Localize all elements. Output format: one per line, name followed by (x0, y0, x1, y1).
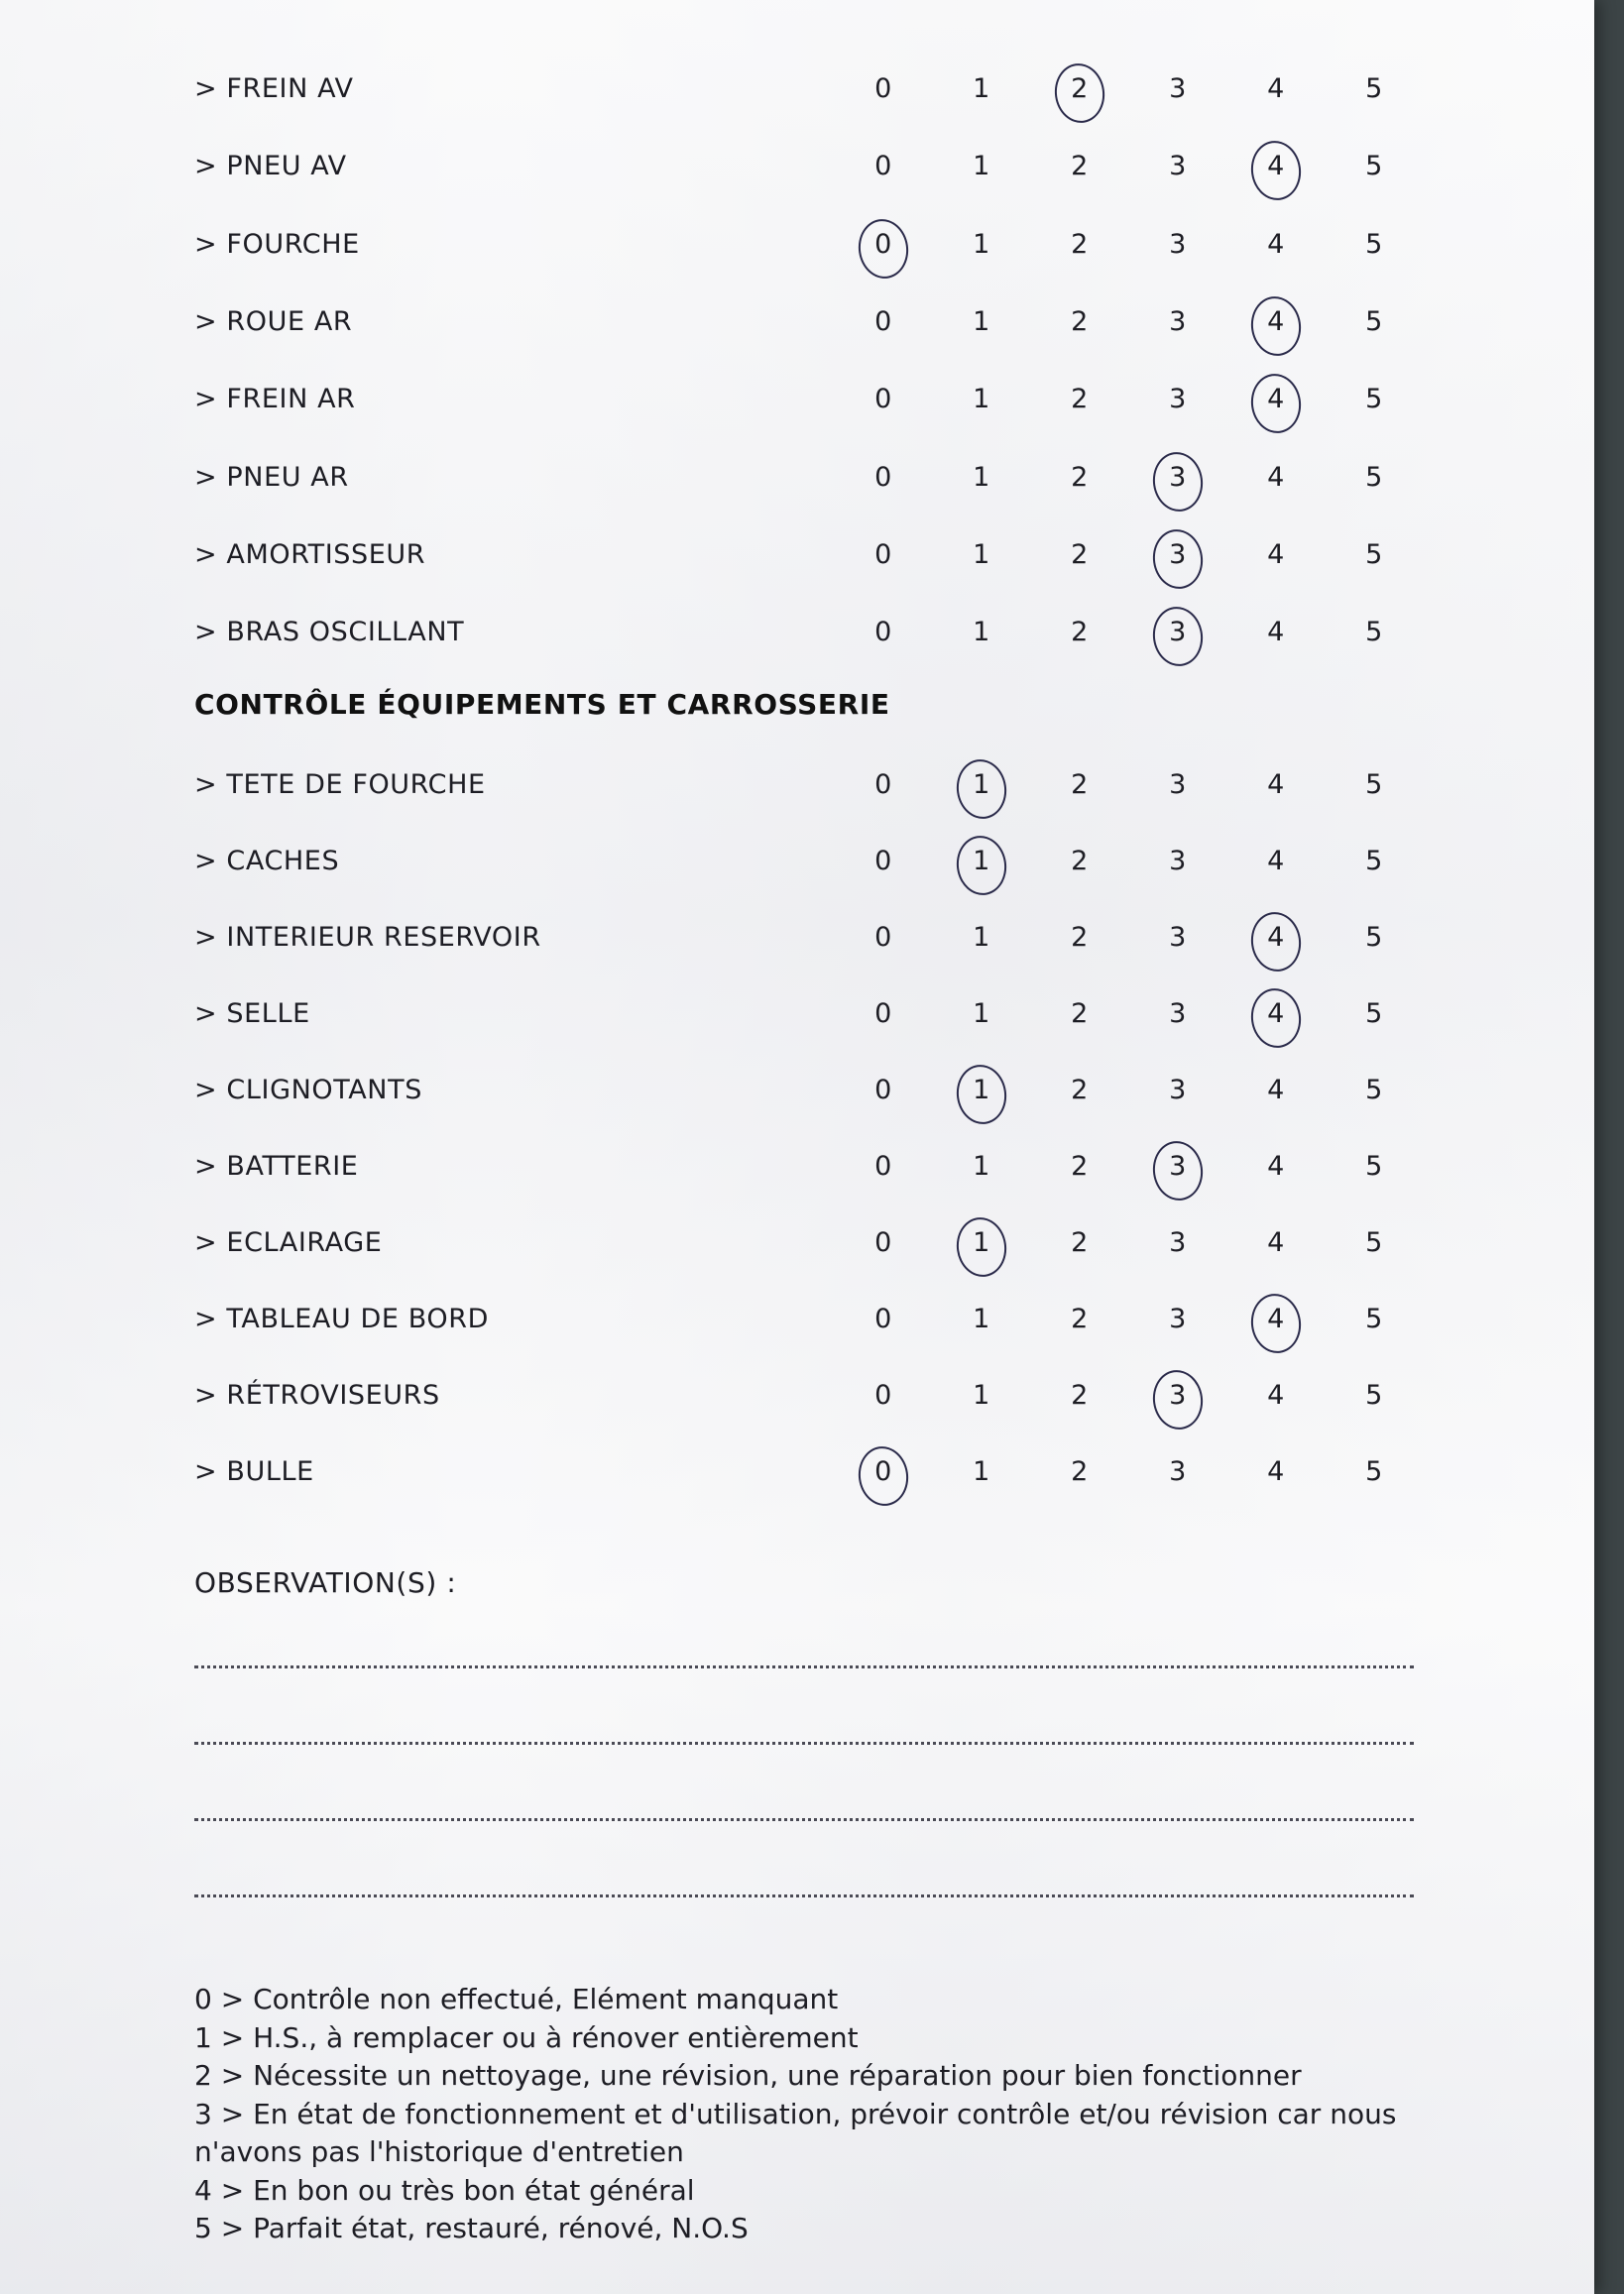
observation-line (194, 1818, 1414, 1821)
rating-row (194, 147, 1414, 186)
rating-row (194, 1300, 1414, 1339)
score-option[interactable]: 2 (1071, 1075, 1089, 1105)
row-label: > CLIGNOTANTS (194, 1075, 422, 1105)
score-option-selected[interactable]: 4 (1261, 1304, 1291, 1334)
score-option[interactable]: 5 (1365, 1304, 1383, 1334)
score-option-selected[interactable]: 3 (1163, 462, 1193, 493)
rating-row (194, 1223, 1414, 1263)
score-option[interactable]: 0 (874, 1304, 892, 1334)
score-option[interactable]: 3 (1169, 1304, 1187, 1334)
score-option[interactable]: 0 (874, 1227, 892, 1258)
score-option[interactable]: 5 (1365, 73, 1383, 104)
score-option[interactable]: 4 (1267, 617, 1285, 648)
row-label: > TABLEAU DE BORD (194, 1304, 489, 1334)
legend-line: 4 > En bon ou très bon état général (194, 2173, 695, 2207)
score-option[interactable]: 2 (1071, 998, 1089, 1029)
score-option[interactable]: 1 (973, 151, 990, 182)
score-option[interactable]: 3 (1169, 151, 1187, 182)
score-option[interactable]: 5 (1365, 384, 1383, 415)
score-option-selected[interactable]: 4 (1261, 151, 1291, 181)
rating-row (194, 918, 1414, 958)
score-option[interactable]: 0 (874, 1380, 892, 1411)
score-option[interactable]: 2 (1071, 1304, 1089, 1334)
score-option[interactable]: 0 (874, 73, 892, 104)
score-option-selected[interactable]: 2 (1065, 73, 1095, 104)
row-label: > FREIN AV (194, 73, 354, 104)
score-option[interactable]: 5 (1365, 1227, 1383, 1258)
score-option-selected[interactable]: 4 (1261, 922, 1291, 953)
score-option[interactable]: 0 (874, 151, 892, 182)
score-option-selected[interactable]: 1 (967, 1075, 996, 1105)
row-label: > ECLAIRAGE (194, 1227, 383, 1258)
score-option[interactable]: 1 (973, 538, 990, 570)
score-option[interactable]: 3 (1169, 228, 1187, 260)
legend-line: 5 > Parfait état, restauré, rénové, N.O.S (194, 2212, 749, 2244)
row-label: > TETE DE FOURCHE (194, 769, 486, 800)
score-option[interactable]: 2 (1071, 538, 1089, 570)
score-option-selected[interactable]: 4 (1261, 384, 1291, 414)
score-option[interactable]: 1 (973, 998, 990, 1029)
score-option[interactable]: 1 (973, 617, 990, 648)
row-label: > SELLE (194, 998, 310, 1029)
score-option[interactable]: 5 (1365, 1151, 1383, 1182)
row-label: > PNEU AR (194, 461, 349, 493)
score-option-selected[interactable]: 1 (967, 1227, 996, 1258)
score-option[interactable]: 4 (1267, 1075, 1285, 1105)
score-option[interactable]: 1 (973, 1151, 990, 1182)
score-option[interactable]: 3 (1169, 998, 1187, 1029)
section-title: CONTRÔLE ÉQUIPEMENTS ET CARROSSERIE (194, 688, 890, 721)
score-option[interactable]: 3 (1169, 305, 1187, 337)
score-option[interactable]: 1 (973, 305, 990, 337)
legend-line: 1 > H.S., à remplacer ou à rénover entièrement (194, 2020, 859, 2054)
score-option[interactable]: 2 (1071, 922, 1089, 953)
score-option[interactable]: 0 (874, 846, 892, 876)
score-option[interactable]: 1 (973, 384, 990, 415)
rating-row (194, 1452, 1414, 1492)
score-option[interactable]: 3 (1169, 846, 1187, 876)
score-option[interactable]: 0 (874, 1075, 892, 1105)
score-option[interactable]: 5 (1365, 228, 1383, 260)
score-option[interactable]: 0 (874, 769, 892, 800)
score-option[interactable]: 4 (1267, 1456, 1285, 1487)
row-label: > AMORTISSEUR (194, 538, 426, 570)
score-option[interactable]: 4 (1267, 846, 1285, 876)
score-option[interactable]: 0 (874, 1151, 892, 1182)
score-option[interactable]: 0 (874, 305, 892, 337)
score-option[interactable]: 4 (1267, 1151, 1285, 1182)
score-option[interactable]: 2 (1071, 1380, 1089, 1411)
row-label: > ROUE AR (194, 305, 353, 337)
score-option-selected[interactable]: 1 (967, 769, 996, 800)
rating-row (194, 765, 1414, 805)
rating-row (194, 1147, 1414, 1187)
rating-row (194, 613, 1414, 652)
score-option-selected[interactable]: 0 (869, 1456, 898, 1487)
score-option[interactable]: 2 (1071, 384, 1089, 415)
score-option[interactable]: 5 (1365, 538, 1383, 570)
score-option[interactable]: 1 (973, 1304, 990, 1334)
legend-line: 3 > En état de fonctionnement et d'utilisation, prévoir contrôle et/ou révision car nous (194, 2097, 1397, 2130)
score-option[interactable]: 1 (973, 228, 990, 260)
score-option[interactable]: 2 (1071, 769, 1089, 800)
score-option[interactable]: 3 (1169, 769, 1187, 800)
score-option[interactable]: 5 (1365, 1075, 1383, 1105)
legend-line: n'avons pas l'historique d'entretien (194, 2135, 684, 2168)
score-option[interactable]: 3 (1169, 1075, 1187, 1105)
score-option[interactable]: 0 (874, 461, 892, 493)
observation-line (194, 1894, 1414, 1897)
score-option[interactable]: 3 (1169, 922, 1187, 953)
score-option[interactable]: 0 (874, 617, 892, 648)
rating-row (194, 302, 1414, 342)
score-option-selected[interactable]: 0 (869, 229, 898, 260)
rating-row (194, 69, 1414, 109)
rating-row (194, 1376, 1414, 1416)
score-option[interactable]: 0 (874, 538, 892, 570)
score-option[interactable]: 0 (874, 922, 892, 953)
rating-row (194, 994, 1414, 1034)
row-label: > CACHES (194, 846, 340, 876)
observations-label: OBSERVATION(S) : (194, 1566, 457, 1599)
score-option[interactable]: 3 (1169, 73, 1187, 104)
score-option[interactable]: 5 (1365, 1456, 1383, 1487)
score-option[interactable]: 0 (874, 384, 892, 415)
score-option-selected[interactable]: 3 (1163, 617, 1193, 647)
score-option[interactable]: 1 (973, 1456, 990, 1487)
score-option[interactable]: 5 (1365, 461, 1383, 493)
score-option[interactable]: 2 (1071, 846, 1089, 876)
score-option[interactable]: 3 (1169, 1456, 1187, 1487)
score-option[interactable]: 1 (973, 922, 990, 953)
score-option[interactable]: 1 (973, 461, 990, 493)
score-option[interactable]: 5 (1365, 769, 1383, 800)
score-option[interactable]: 2 (1071, 461, 1089, 493)
score-option[interactable]: 0 (874, 998, 892, 1029)
score-option[interactable]: 5 (1365, 305, 1383, 337)
score-option[interactable]: 3 (1169, 384, 1187, 415)
row-label: > BATTERIE (194, 1151, 359, 1182)
score-option[interactable]: 5 (1365, 1380, 1383, 1411)
score-option-selected[interactable]: 3 (1163, 539, 1193, 570)
score-option[interactable]: 5 (1365, 617, 1383, 648)
rating-row (194, 225, 1414, 265)
rating-row (194, 842, 1414, 881)
score-option-selected[interactable]: 3 (1163, 1151, 1193, 1182)
score-option[interactable]: 4 (1267, 461, 1285, 493)
score-option[interactable]: 4 (1267, 228, 1285, 260)
score-option[interactable]: 5 (1365, 998, 1383, 1029)
score-option[interactable]: 4 (1267, 538, 1285, 570)
score-option[interactable]: 4 (1267, 73, 1285, 104)
legend-line: 0 > Contrôle non effectué, Elément manquant (194, 1983, 839, 2015)
row-label: > INTERIEUR RESERVOIR (194, 922, 541, 953)
score-option[interactable]: 4 (1267, 769, 1285, 800)
rating-row (194, 535, 1414, 575)
score-option[interactable]: 2 (1071, 1227, 1089, 1258)
score-option[interactable]: 2 (1071, 151, 1089, 182)
score-option[interactable]: 5 (1365, 151, 1383, 182)
rating-row (194, 1071, 1414, 1110)
row-label: > PNEU AV (194, 151, 347, 182)
score-option[interactable]: 2 (1071, 1151, 1089, 1182)
observation-line (194, 1665, 1414, 1668)
score-option[interactable]: 5 (1365, 922, 1383, 953)
score-option[interactable]: 2 (1071, 305, 1089, 337)
row-label: > BULLE (194, 1456, 314, 1487)
score-option-selected[interactable]: 4 (1261, 998, 1291, 1029)
score-option[interactable]: 5 (1365, 846, 1383, 876)
row-label: > FOURCHE (194, 228, 360, 260)
score-option[interactable]: 1 (973, 1380, 990, 1411)
legend-line: 2 > Nécessite un nettoyage, une révision, une réparation pour bien fonctionner (194, 2059, 1302, 2092)
row-label: > FREIN AR (194, 384, 356, 415)
score-option[interactable]: 4 (1267, 1380, 1285, 1411)
score-option[interactable]: 3 (1169, 1227, 1187, 1258)
score-option[interactable]: 2 (1071, 617, 1089, 648)
score-option[interactable]: 4 (1267, 1227, 1285, 1258)
score-option-selected[interactable]: 4 (1261, 306, 1291, 337)
score-option-selected[interactable]: 3 (1163, 1380, 1193, 1411)
rating-row (194, 380, 1414, 419)
observation-line (194, 1742, 1414, 1745)
score-option-selected[interactable]: 1 (967, 846, 996, 876)
row-label: > BRAS OSCILLANT (194, 617, 465, 648)
score-option[interactable]: 2 (1071, 1456, 1089, 1487)
row-label: > RÉTROVISEURS (194, 1380, 440, 1411)
rating-legend (194, 1981, 1414, 2248)
score-option[interactable]: 2 (1071, 228, 1089, 260)
score-option[interactable]: 1 (973, 73, 990, 104)
rating-row (194, 458, 1414, 498)
